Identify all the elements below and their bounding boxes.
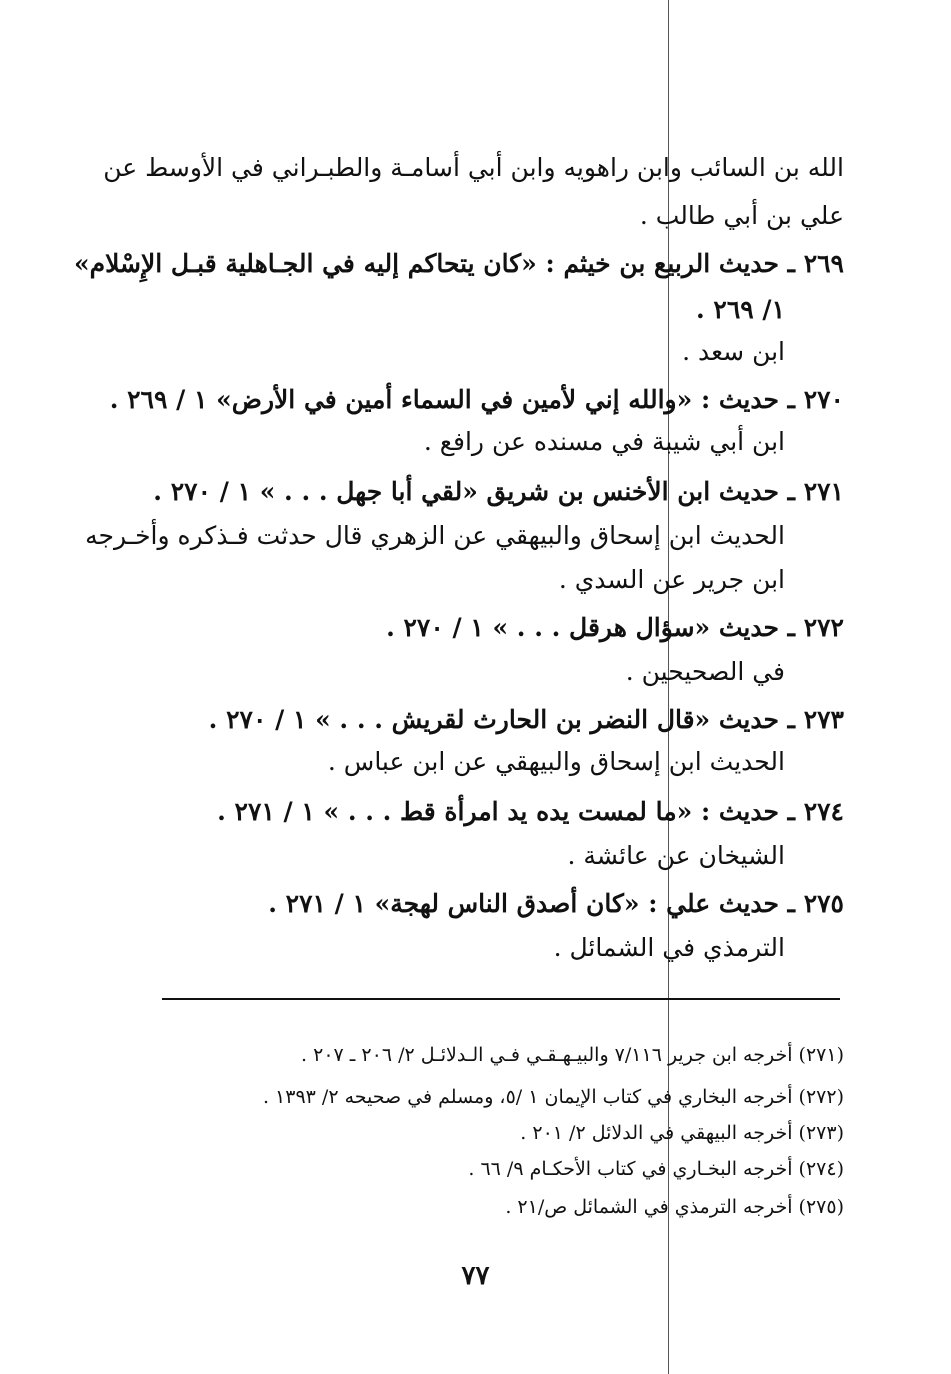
hadith-source: الترمذي في الشمائل . bbox=[553, 933, 785, 962]
footnote: (٢٧١) أخرجه ابن جرير ٧/١١٦ والبيـهـقـي فـي الـدلائـل ٢/ ٢٠٦ ـ ٢٠٧ . bbox=[301, 1044, 844, 1066]
hadith-entry-title: ٢٧٣ ـ حديث «قال النضر بن الحارث لقريش . . . » ١ / ٢٧٠ . bbox=[208, 705, 844, 734]
hadith-entry-title: ٢٦٩ ـ حديث الربيع بن خيثم : «كان يتحاكم إليه في الجـاهلية قبـل الإِسْلام» bbox=[74, 249, 844, 278]
hadith-source: ابن جرير عن السدي . bbox=[558, 565, 785, 594]
footnote: (٢٧٢) أخرجه البخاري في كتاب الإيمان ١ /٥، ومسلم في صحيحه ٢/ ١٣٩٣ . bbox=[262, 1086, 844, 1108]
intro-line: علي بن أبي طالب . bbox=[639, 201, 844, 230]
hadith-entry-title: ٢٧٠ ـ حديث : «والله إني لأمين في السماء أمين في الأرض» ١ / ٢٦٩ . bbox=[109, 385, 844, 414]
hadith-source: الشيخان عن عائشة . bbox=[567, 841, 785, 870]
page-number: ٧٧ bbox=[461, 1261, 490, 1291]
hadith-entry-title: ٢٧٢ ـ حديث «سؤال هرقل . . . » ١ / ٢٧٠ . bbox=[386, 613, 844, 642]
footnote-separator bbox=[162, 998, 840, 1000]
hadith-source: في الصحيحين . bbox=[625, 657, 785, 686]
hadith-source: ابن أبي شيبة في مسنده عن رافع . bbox=[423, 427, 785, 456]
footnote: (٢٧٤) أخرجه البخـاري في كتاب الأحكـام ٩/ ٦٦ . bbox=[468, 1158, 844, 1180]
hadith-source: الحديث ابن إسحاق والبيهقي عن ابن عباس . bbox=[327, 747, 785, 776]
hadith-source: ابن سعد . bbox=[682, 337, 785, 366]
hadith-entry-reference: ١/ ٢٦٩ . bbox=[696, 295, 785, 324]
hadith-entry-title: ٢٧١ ـ حديث ابن الأخنس بن شريق «لقي أبا جهل . . . » ١ / ٢٧٠ . bbox=[153, 477, 844, 506]
hadith-entry-title: ٢٧٥ ـ حديث علي : «كان أصدق الناس لهجة» ١ / ٢٧١ . bbox=[268, 889, 844, 918]
hadith-entry-title: ٢٧٤ ـ حديث : «ما لمست يده يد امرأة قط . . . » ١ / ٢٧١ . bbox=[217, 797, 844, 826]
intro-line: الله بن السائب وابن راهويه وابن أبي أسامـة والطبـراني في الأوسط عن bbox=[103, 153, 844, 182]
footnote: (٢٧٥) أخرجه الترمذي في الشمائل ص/٢١ . bbox=[505, 1196, 844, 1218]
hadith-source: الحديث ابن إسحاق والبيهقي عن الزهري قال حدثت فـذكره وأخـرجه bbox=[85, 521, 785, 550]
footnote: (٢٧٣) أخرجه البيهقي في الدلائل ٢/ ٢٠١ . bbox=[520, 1122, 844, 1144]
